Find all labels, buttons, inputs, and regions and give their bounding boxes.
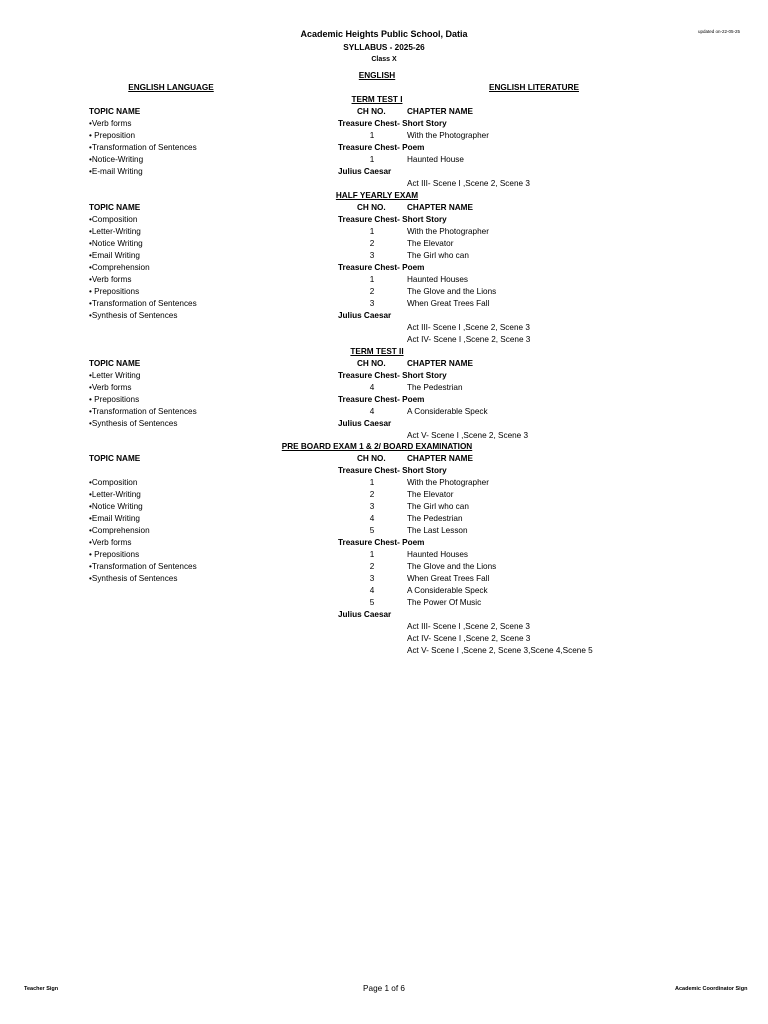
topic-name-header: TOPIC NAME [89, 203, 141, 212]
julius-caesar-heading: Julius Caesar [338, 610, 392, 619]
school-name: Academic Heights Public School, Datia [300, 29, 468, 39]
chapter-name: The Pedestrian [407, 383, 463, 392]
chapter-number: 5 [369, 598, 375, 607]
chapter-name-header: CHAPTER NAME [407, 203, 473, 212]
chapter-number: 1 [369, 478, 375, 487]
topic-item: • Prepositions [89, 550, 140, 559]
act-scenes: Act V- Scene I ,Scene 2, Scene 3 [407, 431, 529, 440]
topic-item: •Notice Writing [89, 239, 143, 248]
chapter-name: A Considerable Speck [407, 407, 488, 416]
updated-note: updated on-22-05-25 [698, 29, 741, 34]
section-title: PRE BOARD EXAM 1 & 2/ BOARD EXAMINATION [281, 442, 473, 451]
act-scenes: Act V- Scene I ,Scene 2, Scene 3,Scene 4,Scene 5 [407, 646, 593, 655]
topic-item: •Comprehension [89, 526, 150, 535]
act-scenes: Act IV- Scene I ,Scene 2, Scene 3 [407, 634, 531, 643]
topic-name-header: TOPIC NAME [89, 359, 141, 368]
topic-item: •Letter Writing [89, 371, 141, 380]
short-story-heading: Treasure Chest- Short Story [338, 215, 447, 224]
chapter-name: The Pedestrian [407, 514, 463, 523]
chapter-number: 3 [369, 574, 375, 583]
act-scenes: Act III- Scene I ,Scene 2, Scene 3 [407, 622, 530, 631]
topic-item: •Verb forms [89, 538, 132, 547]
topic-item: •Comprehension [89, 263, 150, 272]
topic-item: •Transformation of Sentences [89, 407, 197, 416]
chapter-name: The Glove and the Lions [407, 287, 497, 296]
section-title: HALF YEARLY EXAM [335, 191, 419, 200]
topic-item: •Composition [89, 478, 138, 487]
chapter-number: 4 [369, 586, 375, 595]
topic-item: • Prepositions [89, 395, 140, 404]
chapter-name: The Elevator [407, 490, 454, 499]
topic-item: • Prepositions [89, 287, 140, 296]
topic-item: •Transformation of Sentences [89, 299, 197, 308]
chapter-number: 3 [369, 251, 375, 260]
section-title: TERM TEST II [350, 347, 404, 356]
topic-item: •Email Writing [89, 251, 140, 260]
chapter-name: The Girl who can [407, 251, 469, 260]
chapter-name: The Power Of Music [407, 598, 482, 607]
act-scenes: Act III- Scene I ,Scene 2, Scene 3 [407, 179, 530, 188]
chapter-number: 2 [369, 239, 375, 248]
ch-no-header: CH NO. [357, 203, 386, 212]
chapter-number: 4 [369, 383, 375, 392]
ch-no-header: CH NO. [357, 454, 386, 463]
topic-item: •Letter-Writing [89, 490, 141, 499]
subject-heading: ENGLISH [358, 71, 396, 80]
julius-caesar-heading: Julius Caesar [338, 311, 392, 320]
chapter-number: 3 [369, 299, 375, 308]
chapter-name: Haunted House [407, 155, 464, 164]
chapter-name: When Great Trees Fall [407, 299, 490, 308]
chapter-number: 4 [369, 407, 375, 416]
poem-heading: Treasure Chest- Poem [338, 538, 425, 547]
topic-name-header: TOPIC NAME [89, 454, 141, 463]
syllabus-title: SYLLABUS - 2025-26 [343, 43, 425, 52]
chapter-number: 1 [369, 131, 375, 140]
chapter-name: With the Photographer [407, 478, 489, 487]
topic-name-header: TOPIC NAME [89, 107, 141, 116]
topic-item: •Letter-Writing [89, 227, 141, 236]
chapter-number: 1 [369, 275, 375, 284]
topic-item: •Notice-Writing [89, 155, 144, 164]
topic-item: •Synthesis of Sentences [89, 311, 178, 320]
chapter-name: The Girl who can [407, 502, 469, 511]
poem-heading: Treasure Chest- Poem [338, 263, 425, 272]
topic-item: •Composition [89, 215, 138, 224]
language-heading: ENGLISH LANGUAGE [128, 83, 214, 92]
topic-item: •Verb forms [89, 275, 132, 284]
chapter-name: The Glove and the Lions [407, 562, 497, 571]
chapter-number: 5 [369, 526, 375, 535]
class-label: Class X [371, 56, 397, 63]
topic-item: •Transformation of Sentences [89, 562, 197, 571]
topic-item: •Email Writing [89, 514, 140, 523]
topic-item: •Transformation of Sentences [89, 143, 197, 152]
ch-no-header: CH NO. [357, 107, 386, 116]
chapter-name-header: CHAPTER NAME [407, 454, 473, 463]
chapter-name: When Great Trees Fall [407, 574, 490, 583]
section-title: TERM TEST I [351, 95, 403, 104]
chapter-number: 3 [369, 502, 375, 511]
topic-item: • Preposition [89, 131, 136, 140]
chapter-name: Haunted Houses [407, 550, 468, 559]
chapter-number: 1 [369, 155, 375, 164]
chapter-number: 2 [369, 490, 375, 499]
chapter-number: 4 [369, 514, 375, 523]
page-number: Page 1 of 6 [363, 984, 405, 993]
topic-item: •Synthesis of Sentences [89, 419, 178, 428]
chapter-number: 2 [369, 287, 375, 296]
short-story-heading: Treasure Chest- Short Story [338, 371, 447, 380]
act-scenes: Act IV- Scene I ,Scene 2, Scene 3 [407, 335, 531, 344]
chapter-name: With the Photographer [407, 227, 489, 236]
chapter-name: With the Photographer [407, 131, 489, 140]
ch-no-header: CH NO. [357, 359, 386, 368]
topic-item: •Notice Writing [89, 502, 143, 511]
topic-item: •Synthesis of Sentences [89, 574, 178, 583]
chapter-number: 1 [369, 550, 375, 559]
short-story-heading: Treasure Chest- Short Story [338, 466, 447, 475]
coordinator-sign: Academic Coordinator Sign [675, 986, 748, 992]
chapter-name: Haunted Houses [407, 275, 468, 284]
chapter-number: 1 [369, 227, 375, 236]
chapter-name-header: CHAPTER NAME [407, 359, 473, 368]
topic-item: •Verb forms [89, 119, 132, 128]
poem-heading: Treasure Chest- Poem [338, 143, 425, 152]
chapter-name: The Elevator [407, 239, 454, 248]
chapter-name: The Last Lesson [407, 526, 468, 535]
poem-heading: Treasure Chest- Poem [338, 395, 425, 404]
topic-item: •E-mail Writing [89, 167, 143, 176]
chapter-name: A Considerable Speck [407, 586, 488, 595]
chapter-number: 2 [369, 562, 375, 571]
topic-item: •Verb forms [89, 383, 132, 392]
julius-caesar-heading: Julius Caesar [338, 419, 392, 428]
short-story-heading: Treasure Chest- Short Story [338, 119, 447, 128]
julius-caesar-heading: Julius Caesar [338, 167, 392, 176]
act-scenes: Act III- Scene I ,Scene 2, Scene 3 [407, 323, 530, 332]
literature-heading: ENGLISH LITERATURE [489, 83, 579, 92]
teacher-sign: Teacher Sign [24, 986, 59, 992]
chapter-name-header: CHAPTER NAME [407, 107, 473, 116]
